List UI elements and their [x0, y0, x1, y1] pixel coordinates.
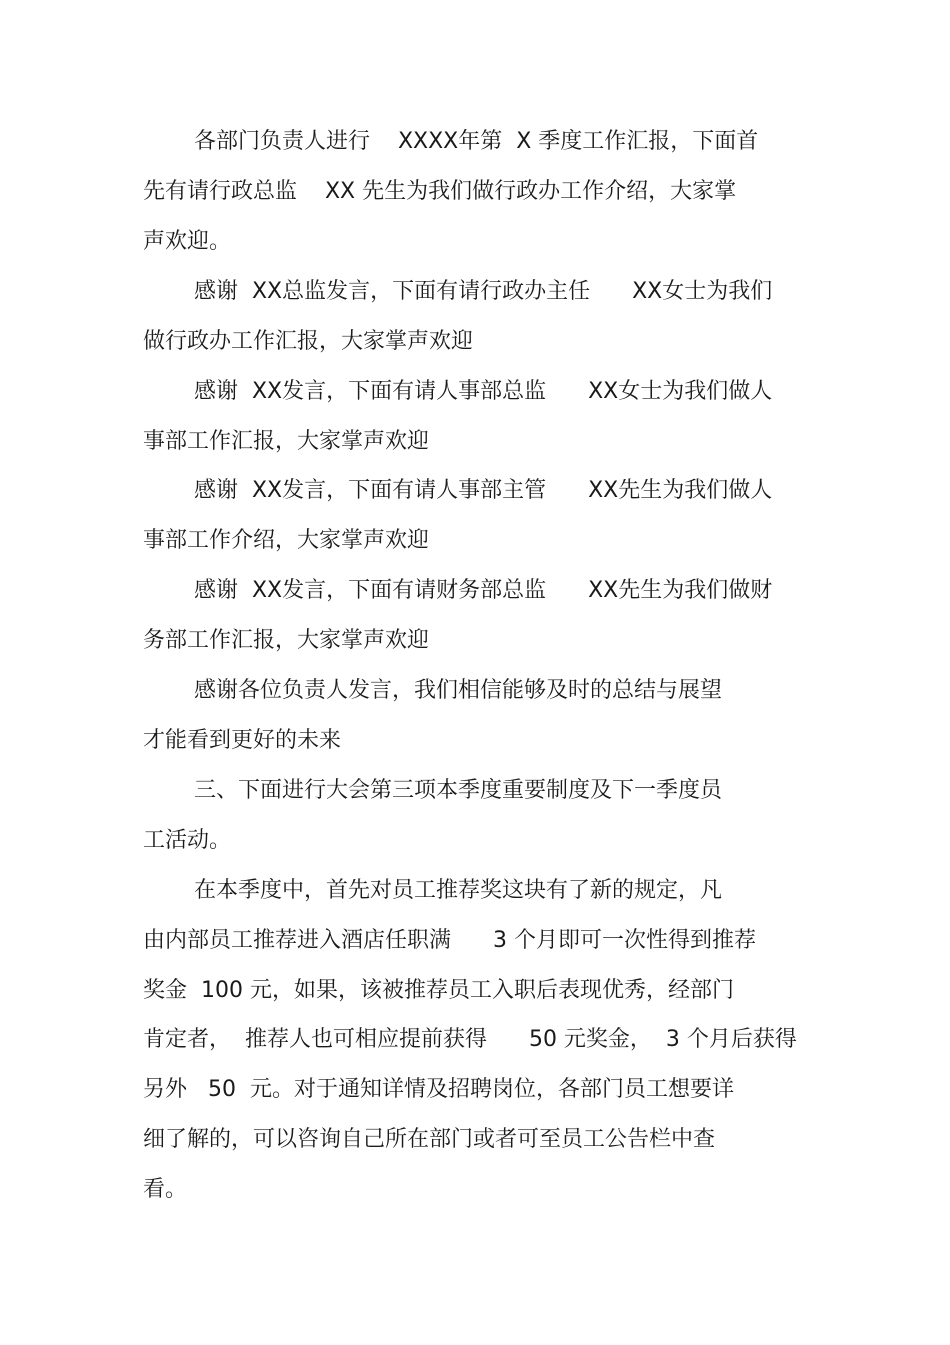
paragraph-line: 声欢迎。 — [143, 229, 232, 254]
paragraph-line: 感谢各位负责人发言，我们相信能够及时的总结与展望 — [194, 678, 723, 703]
paragraph-line: 各部门负责人进行 XXXX年第 X 季度工作汇报，下面首 — [194, 129, 759, 154]
paragraph-line: 细了解的，可以咨询自己所在部门或者可至员工公告栏中查 — [143, 1127, 716, 1152]
paragraph-line: 做行政办工作汇报，大家掌声欢迎 — [143, 329, 474, 354]
paragraph-line: 由内部员工推荐进入酒店任职满 3 个月即可一次性得到推荐 — [143, 928, 756, 953]
paragraph-line: 感谢 XX发言，下面有请财务部总监 XX先生为我们做财 — [194, 578, 773, 603]
paragraph-line: 另外 50 元。对于通知详情及招聘岗位，各部门员工想要详 — [143, 1077, 734, 1102]
paragraph-line: 奖金 100 元，如果，该被推荐员工入职后表现优秀，经部门 — [143, 978, 734, 1003]
paragraph-line: 感谢 XX发言，下面有请人事部总监 XX女士为我们做人 — [194, 379, 773, 404]
paragraph-line: 事部工作介绍，大家掌声欢迎 — [143, 528, 430, 553]
paragraph-line: 才能看到更好的未来 — [143, 728, 342, 753]
paragraph-line: 肯定者， 推荐人也可相应提前获得 50 元奖金， 3 个月后获得 — [143, 1027, 797, 1052]
paragraph-line: 工活动。 — [143, 828, 232, 853]
paragraph-line: 感谢 XX总监发言，下面有请行政办主任 XX女士为我们 — [194, 279, 773, 304]
paragraph-line: 看。 — [143, 1177, 188, 1202]
paragraph-line: 三、下面进行大会第三项本季度重要制度及下一季度员 — [194, 778, 723, 803]
paragraph-line: 先有请行政总监 XX 先生为我们做行政办工作介绍，大家掌 — [143, 179, 737, 204]
paragraph-line: 务部工作汇报，大家掌声欢迎 — [143, 628, 430, 653]
paragraph-line: 在本季度中，首先对员工推荐奖这块有了新的规定，凡 — [194, 878, 723, 903]
paragraph-line: 事部工作汇报，大家掌声欢迎 — [143, 429, 430, 454]
paragraph-line: 感谢 XX发言，下面有请人事部主管 XX先生为我们做人 — [194, 478, 773, 503]
